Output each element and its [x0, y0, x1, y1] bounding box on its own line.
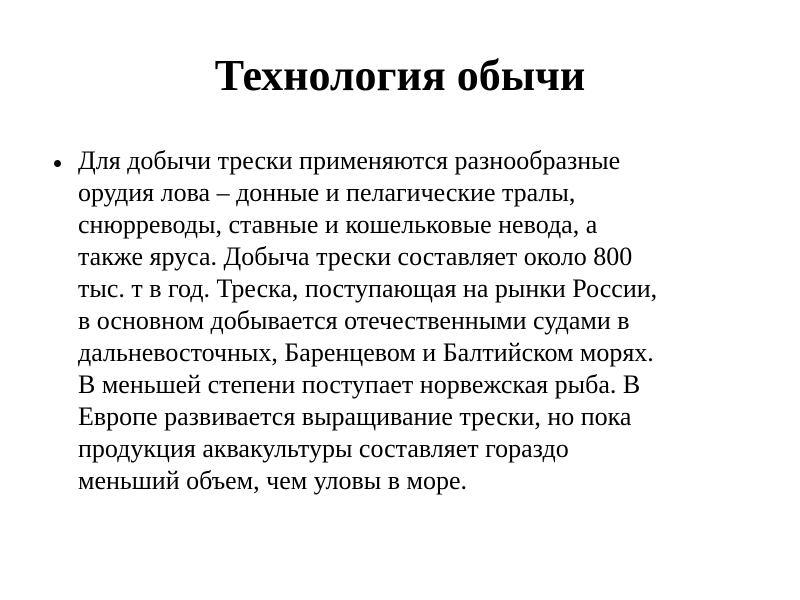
body-line-2: орудия лова – донные и пелагические тралы,: [78, 178, 576, 207]
body-line-10: продукция аквакультуры составляет гораздо: [78, 434, 569, 463]
body-line-5: тыс. т в год. Треска, поступающая на рынки России,: [78, 274, 658, 303]
body-line-8: В меньшей степени поступает норвежская рыба. В: [78, 370, 641, 399]
body-line-3: снюрреводы, ставные и кошельковые невода, а: [78, 210, 598, 239]
body-line-6: в основном добывается отечественными судами в: [78, 306, 630, 335]
body-line-9: Европе развивается выращивание трески, но пока: [78, 402, 632, 431]
body-line-4: также яруса. Добыча трески составляет около 800: [78, 242, 633, 271]
slide-title: Технология обычи: [214, 51, 586, 100]
body-line-1: Для добычи трески применяются разнообразные: [78, 146, 621, 175]
bullet-list: [48, 145, 753, 497]
bullet-dot-icon: [54, 160, 61, 167]
body-line-7: дальневосточных, Баренцевом и Балтийском морях.: [78, 338, 654, 367]
bullet-item: [48, 145, 753, 497]
body-line-11: меньший объем, чем уловы в море.: [78, 466, 468, 495]
